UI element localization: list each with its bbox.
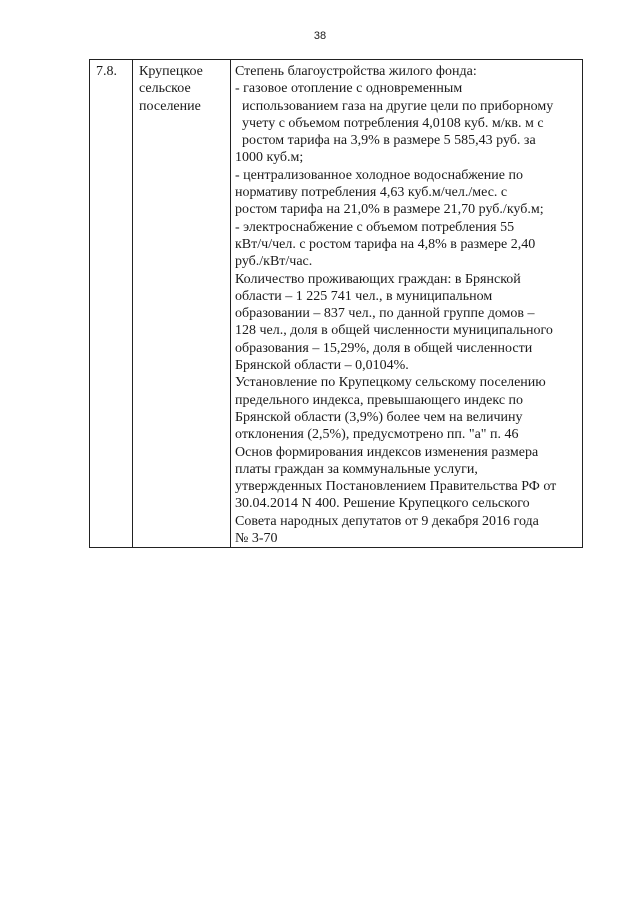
text-line: утвержденных Постановлением Правительства РФ от (235, 479, 557, 495)
text-line: № 3-70 (235, 531, 278, 547)
text-line: Количество проживающих граждан: в Брянской (235, 271, 521, 287)
text-line: отклонения (2,5%), предусмотрено пп. "а" п. 46 (235, 427, 519, 443)
text-line: платы граждан за коммунальные услуги, (235, 461, 478, 477)
text-line: руб./кВт/час. (235, 254, 313, 270)
text-line: ростом тарифа на 21,0% в размере 21,70 руб./куб.м; (235, 202, 544, 218)
text-line: образования – 15,29%, доля в общей численности (235, 340, 533, 356)
text-line: образовании – 837 чел., по данной группе домов – (235, 306, 535, 322)
settlement-name-cell (139, 63, 229, 115)
text-line: учету с объемом потребления 4,0108 куб. м/кв. м с (242, 115, 544, 131)
text-line: - электроснабжение с объемом потребления 55 (235, 219, 515, 235)
column-divider (230, 60, 231, 547)
text-line: Брянской области (3,9%) более чем на величину (235, 409, 523, 425)
text-line: предельного индекса, превышающего индекс по (235, 392, 524, 408)
text-line: Совета народных депутатов от 9 декабря 2016 года (235, 513, 539, 529)
text-line: Установление по Крупецкому сельскому поселению (235, 375, 546, 391)
column-divider (132, 60, 133, 547)
text-line: 30.04.2014 N 400. Решение Крупецкого сельского (235, 496, 530, 512)
text-line: использованием газа на другие цели по приборному (242, 98, 554, 114)
text-line: - газовое отопление с одновременным (235, 81, 463, 97)
text-line: Основ формирования индексов изменения размера (235, 444, 539, 460)
text-line: нормативу потребления 4,63 куб.м/чел./мес. с (235, 185, 508, 201)
text-line: Брянской области – 0,0104%. (235, 358, 409, 374)
tariff-table (89, 59, 583, 548)
settlement-name-line: сельское (139, 81, 191, 97)
settlement-name-line: поселение (139, 98, 201, 114)
settlement-name-line: Крупецкое (139, 64, 203, 79)
text-line: Степень благоустройства жилого фонда: (235, 64, 477, 79)
text-line: кВт/ч/чел. с ростом тарифа на 4,8% в размере 2,40 (235, 236, 536, 252)
row-number-cell: 7.8. (96, 64, 117, 79)
text-line: 128 чел., доля в общей численности муниципального (235, 323, 553, 339)
page-number: 38 (313, 30, 327, 42)
text-line: 1000 куб.м; (235, 150, 304, 166)
description-cell (235, 63, 580, 547)
text-line: области – 1 225 741 чел., в муниципальном (235, 288, 493, 304)
text-line: - централизованное холодное водоснабжение по (235, 167, 523, 183)
text-line: ростом тарифа на 3,9% в размере 5 585,43 руб. за (242, 133, 536, 149)
